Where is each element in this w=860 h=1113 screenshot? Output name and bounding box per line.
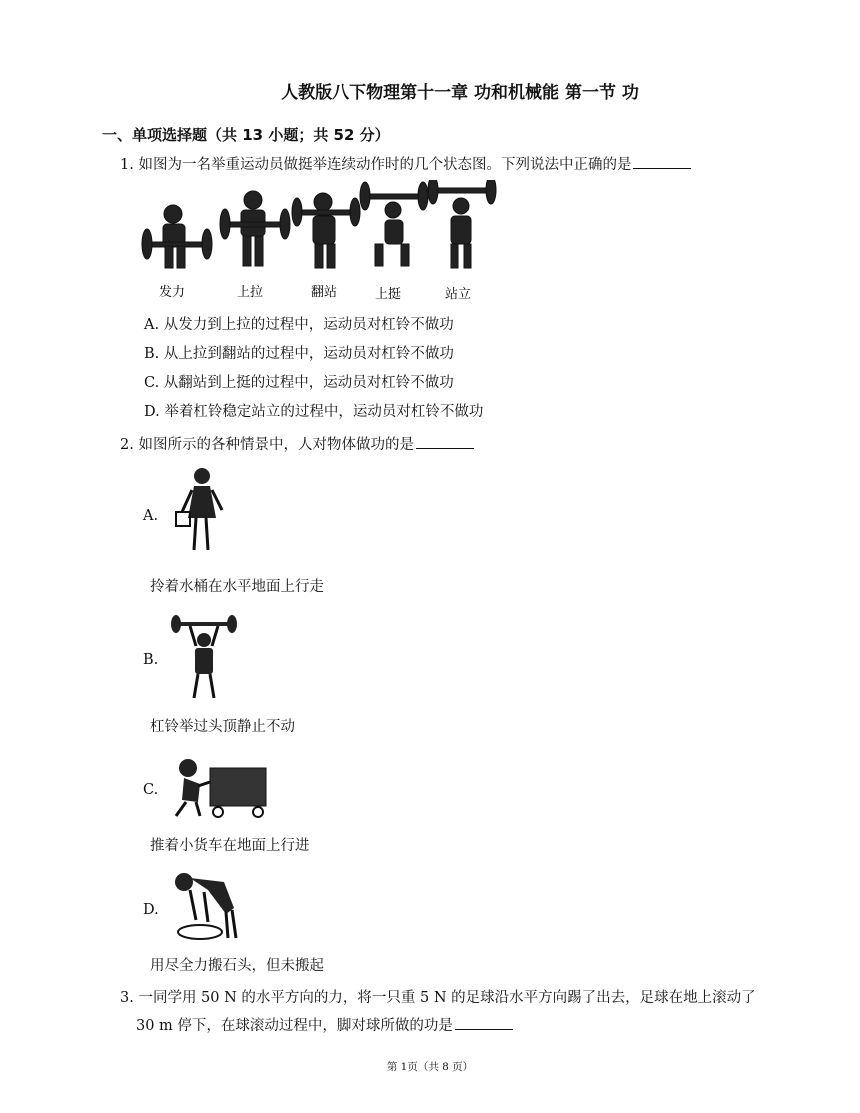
q2-option-b-letter[interactable]: B. [143,652,159,668]
q2-option-c-caption: 推着小货车在地面上行进 [150,838,310,854]
answer-blank [416,434,474,449]
lifter-figure-1 [142,205,212,268]
question-3-line1: 3. 一同学用 50 N 的水平方向的力，将一只重 5 N 的足球沿水平方向踢了出去，足球在地上滚动了 [120,990,756,1006]
lifter-figure-3 [292,193,360,268]
woman-carrying-bucket-image [172,466,234,558]
answer-blank [633,154,691,169]
question-1-text: 1. 如图为一名举重运动员做挺举连续动作时的几个状态图。下列说法中正确的是 [120,157,632,173]
figure-label-4: 上挺 [375,287,402,302]
q2-option-d-letter[interactable]: D. [143,902,159,918]
q1-option-b[interactable]: B. 从上拉到翻站的过程中，运动员对杠铃不做功 [144,346,454,362]
figure-label-1: 发力 [159,285,186,300]
lifting-stone-image [168,868,240,942]
q2-option-d-caption: 用尽全力搬石头，但未搬起 [150,958,324,974]
lifter-figure-5 [428,180,496,268]
figure-label-5: 站立 [445,287,472,302]
page-footer: 第 1页（共 8 页） [386,1061,474,1073]
question-1-stem [120,154,691,175]
lifter-figure-2 [220,191,290,266]
figure-label-3: 翻站 [311,285,338,300]
q1-option-a[interactable]: A. 从发力到上拉的过程中，运动员对杠铃不做功 [144,317,454,333]
q1-option-c[interactable]: C. 从翻站到上挺的过程中，运动员对杠铃不做功 [144,375,454,391]
question-3-text: 30 m 停下，在球滚动过程中，脚对球所做的功是 [136,1018,453,1034]
barbell-overhead-image [166,612,242,704]
q2-option-b-caption: 杠铃举过头顶静止不动 [150,719,295,735]
question-3-line2 [136,1015,513,1036]
figure-label-2: 上拉 [237,285,264,300]
pushing-cart-image [168,756,270,822]
section-heading: 一、单项选择题（共 13 小题；共 52 分） [102,126,390,144]
lifter-figure-4 [360,182,428,266]
q2-option-c-letter[interactable]: C. [143,782,159,798]
q2-option-a-letter[interactable]: A. [143,508,159,524]
page-title: 人教版八下物理第十一章 功和机械能 第一节 功 [281,83,639,103]
question-2-stem [120,434,474,455]
weightlifting-figure [135,180,500,306]
question-2-text: 2. 如图所示的各种情景中，人对物体做功的是 [120,437,414,453]
answer-blank [455,1015,513,1030]
q2-option-a-caption: 拎着水桶在水平地面上行走 [150,579,324,595]
q1-option-d[interactable]: D. 举着杠铃稳定站立的过程中，运动员对杠铃不做功 [144,404,484,420]
